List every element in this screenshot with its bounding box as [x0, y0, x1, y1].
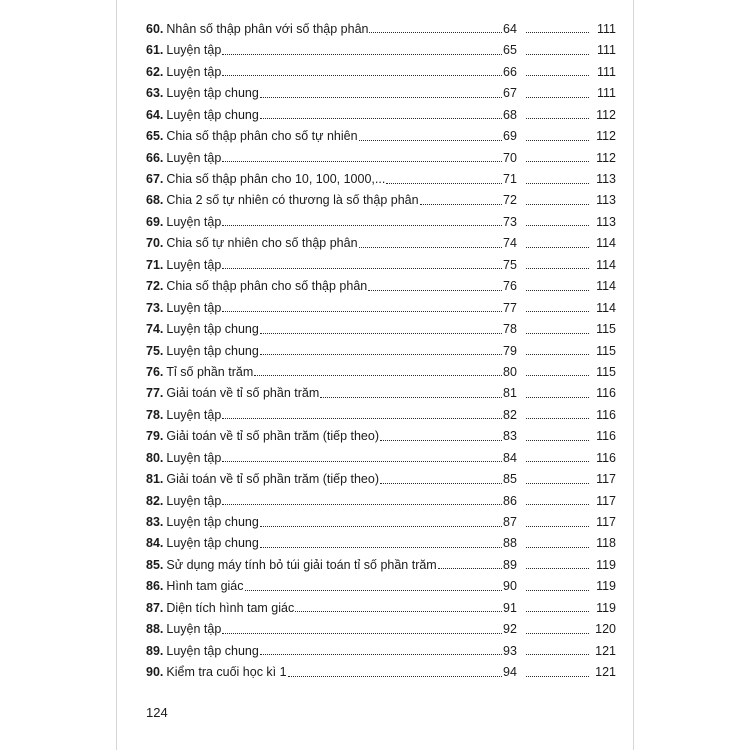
- toc-entry-number: 81.: [146, 472, 164, 487]
- toc-entry-number: 78.: [146, 407, 164, 422]
- toc-entry-page-exercise: 66: [503, 64, 517, 79]
- dot-leader: [526, 590, 589, 591]
- toc-entry-number: 60.: [146, 21, 164, 36]
- toc-entry-page-answer: 119: [596, 557, 616, 572]
- toc-entry-page-exercise: 79: [503, 343, 517, 358]
- toc-entry-number: 80.: [146, 450, 164, 465]
- dot-leader: [526, 547, 589, 548]
- toc-entry-page-answer: 114: [596, 257, 616, 272]
- dot-leader: [526, 461, 589, 462]
- toc-entry-page-answer: 114: [596, 300, 616, 315]
- toc-entry-page-exercise: 93: [503, 643, 517, 658]
- toc-entry-title: Hình tam giác: [166, 579, 244, 594]
- toc-entry-title: Luyện tập: [166, 257, 222, 272]
- toc-entry-title: Kiểm tra cuối học kì 1: [166, 665, 287, 680]
- toc-entry-page-answer: 119: [596, 600, 616, 615]
- dot-leader: [222, 225, 502, 226]
- dot-leader: [526, 225, 589, 226]
- toc-entry: [146, 464, 616, 485]
- toc-entry-page-answer: 112: [596, 129, 616, 144]
- toc-entry-title: Chia số thập phân cho số thập phân: [166, 279, 368, 294]
- toc-entry-page-answer: 112: [596, 150, 616, 165]
- dot-leader: [320, 397, 502, 398]
- toc-entry: [146, 421, 616, 442]
- dot-leader: [260, 526, 502, 527]
- toc-entry: [146, 614, 616, 635]
- toc-entry-page-answer: 111: [596, 64, 616, 79]
- toc-entry-number: 65.: [146, 129, 164, 144]
- dot-leader: [526, 140, 589, 141]
- toc-entry-number: 69.: [146, 214, 164, 229]
- dot-leader: [526, 32, 589, 33]
- toc-entry: [146, 228, 616, 249]
- toc-entry-number: 66.: [146, 150, 164, 165]
- dot-leader: [438, 568, 502, 569]
- toc-entry-page-answer: 114: [596, 236, 616, 251]
- toc-entry-number: 89.: [146, 643, 164, 658]
- dot-leader: [222, 633, 502, 634]
- toc-entry-page-exercise: 74: [503, 236, 517, 251]
- toc-entry-page-exercise: 70: [503, 150, 517, 165]
- dot-leader: [526, 247, 589, 248]
- toc-entry-number: 67.: [146, 172, 164, 186]
- dot-leader: [526, 268, 589, 269]
- toc-entry-title: Luyện tập: [166, 43, 222, 58]
- toc-entry-number: 62.: [146, 64, 164, 79]
- toc-entry-number: 74.: [146, 322, 164, 337]
- dot-leader: [380, 440, 502, 441]
- toc-entry-page-exercise: 65: [503, 43, 517, 58]
- dot-leader: [526, 204, 589, 205]
- toc-entry-page-exercise: 75: [503, 257, 517, 272]
- toc-entry-page-answer: 116: [596, 450, 616, 465]
- toc-entry: [146, 357, 616, 378]
- dot-leader: [260, 354, 502, 355]
- toc-entry-page-answer: 111: [596, 86, 616, 101]
- toc-entry-page-answer: 113: [596, 193, 616, 208]
- dot-leader: [526, 418, 589, 419]
- dot-leader: [526, 397, 589, 398]
- toc-entry-number: 86.: [146, 579, 164, 594]
- toc-entry-page-answer: 111: [596, 21, 616, 36]
- toc-entry-title: Luyện tập: [166, 214, 222, 229]
- toc-entry: [146, 507, 616, 528]
- toc-entry-title: Giải toán về tỉ số phần trăm: [166, 386, 320, 401]
- dot-leader: [222, 268, 502, 269]
- toc-entry-number: 72.: [146, 279, 164, 294]
- toc-entry-title: Luyện tập chung: [166, 536, 259, 551]
- toc-entry-page-exercise: 64: [503, 21, 517, 36]
- dot-leader: [526, 311, 589, 312]
- toc-entry-page-answer: 114: [596, 279, 616, 294]
- toc-entry: [146, 529, 616, 550]
- dot-leader: [526, 611, 589, 612]
- toc-entry-title: Chia số thập phân cho số tự nhiên: [166, 129, 358, 144]
- toc-entry-title: Luyện tập chung: [166, 107, 259, 122]
- toc-entry-title: Luyện tập chung: [166, 643, 259, 658]
- dot-leader: [420, 204, 502, 205]
- toc-entry-page-answer: 113: [596, 214, 616, 229]
- dot-leader: [526, 354, 589, 355]
- dot-leader: [526, 526, 589, 527]
- toc-entry: [146, 486, 616, 507]
- toc-entry-page-answer: 116: [596, 386, 616, 401]
- dot-leader: [260, 547, 502, 548]
- toc-entry-page-answer: 112: [596, 107, 616, 122]
- dot-leader: [368, 290, 502, 291]
- toc-entry-title: Chia 2 số tự nhiên có thương là số thập phân: [166, 193, 419, 208]
- toc-entry: [146, 164, 616, 185]
- toc-entry-page-answer: 117: [596, 472, 616, 487]
- toc-entry-number: 71.: [146, 257, 164, 272]
- toc-entry-title: Tỉ số phần trăm: [166, 364, 254, 379]
- toc-entry: [146, 207, 616, 228]
- toc-entry: [146, 314, 616, 335]
- toc-entry: [146, 14, 616, 35]
- toc-entry-number: 73.: [146, 300, 164, 315]
- toc-entry-title: Luyện tập: [166, 150, 222, 165]
- toc-entry-title: Luyện tập: [166, 300, 222, 315]
- dot-leader: [369, 32, 502, 33]
- dot-leader: [526, 118, 589, 119]
- dot-leader: [222, 418, 502, 419]
- toc-entry-number: 76.: [146, 364, 164, 379]
- toc-entry-page-answer: 121: [595, 643, 616, 658]
- toc-entry-page-exercise: 68: [503, 107, 517, 122]
- toc-entry-number: 77.: [146, 386, 164, 401]
- dot-leader: [526, 440, 589, 441]
- toc-entry-page-exercise: 71: [503, 172, 517, 186]
- toc-entry-title: Luyện tập chung: [166, 86, 259, 101]
- toc-entry-page-answer: 117: [596, 515, 616, 529]
- toc-entry-page-exercise: 92: [503, 622, 517, 637]
- toc-entry-page-exercise: 87: [503, 515, 517, 529]
- toc-entry-page-answer: 116: [596, 407, 616, 422]
- dot-leader: [222, 54, 502, 55]
- dot-leader: [380, 483, 502, 484]
- toc-entry: [146, 186, 616, 207]
- toc-entry: [146, 121, 616, 142]
- dot-leader: [526, 54, 589, 55]
- toc-entry-number: 85.: [146, 557, 164, 572]
- toc-entry-page-exercise: 91: [503, 600, 517, 615]
- toc-entry-title: Luyện tập: [166, 622, 222, 637]
- toc-entry-page-answer: 113: [596, 172, 616, 186]
- toc-entry: [146, 35, 616, 56]
- dot-leader: [288, 676, 502, 677]
- toc-entry-page-answer: 117: [596, 493, 616, 508]
- toc-entry-number: 64.: [146, 107, 164, 122]
- toc-entry-page-exercise: 72: [503, 193, 517, 208]
- dot-leader: [359, 247, 502, 248]
- toc-entry: [146, 443, 616, 464]
- toc-entry-page-exercise: 81: [503, 386, 517, 401]
- dot-leader: [359, 140, 502, 141]
- toc-entry-title: Luyện tập: [166, 407, 222, 422]
- toc-entry-page-answer: 118: [596, 536, 616, 551]
- dot-leader: [526, 654, 589, 655]
- dot-leader: [386, 183, 502, 184]
- toc-entry-page-answer: 115: [596, 343, 616, 358]
- toc-entry-page-exercise: 86: [503, 493, 517, 508]
- dot-leader: [526, 75, 589, 76]
- toc-entry-page-exercise: 90: [503, 579, 517, 594]
- toc-entry-title: Luyện tập: [166, 450, 222, 465]
- toc-entry: [146, 78, 616, 99]
- dot-leader: [526, 183, 589, 184]
- toc-entry: [146, 250, 616, 271]
- toc-entry-title: Nhân số thập phân với số thập phân: [166, 21, 369, 36]
- toc-entry-number: 84.: [146, 536, 164, 551]
- dot-leader: [526, 504, 589, 505]
- toc-entry-page-exercise: 78: [503, 322, 517, 337]
- page-number: 124: [146, 705, 168, 720]
- toc-entry-number: 88.: [146, 622, 164, 637]
- toc-entry-page-exercise: 84: [503, 450, 517, 465]
- toc-entry-page-exercise: 94: [503, 665, 517, 680]
- toc-entry-number: 82.: [146, 493, 164, 508]
- toc-entry-page-exercise: 77: [503, 300, 517, 315]
- toc-entry-page-exercise: 67: [503, 86, 517, 101]
- toc-entry: [146, 657, 616, 678]
- toc-entry-number: 87.: [146, 600, 164, 615]
- dot-leader: [222, 161, 502, 162]
- toc-entry-page-answer: 111: [596, 43, 616, 58]
- toc-entry-number: 70.: [146, 236, 164, 251]
- toc-entry: [146, 550, 616, 571]
- dot-leader: [222, 461, 502, 462]
- toc-entry-page-answer: 115: [596, 322, 616, 337]
- toc-entry-page-answer: 120: [595, 622, 616, 637]
- toc-entry: [146, 378, 616, 399]
- toc-entry-page-exercise: 69: [503, 129, 517, 144]
- toc-entry-page-exercise: 88: [503, 536, 517, 551]
- toc-entry-page-exercise: 83: [503, 429, 517, 444]
- toc-entry-title: Luyện tập chung: [166, 515, 259, 529]
- dot-leader: [526, 161, 589, 162]
- dot-leader: [526, 633, 589, 634]
- toc-entry: [146, 100, 616, 121]
- toc-entry-title: Luyện tập chung: [166, 322, 259, 337]
- toc-entry-title: Giải toán về tỉ số phần trăm (tiếp theo): [166, 472, 380, 487]
- dot-leader: [260, 654, 502, 655]
- dot-leader: [260, 97, 502, 98]
- toc-entry-number: 75.: [146, 343, 164, 358]
- toc-entry-title: Chia số thập phân cho 10, 100, 1000,...: [166, 172, 386, 186]
- dot-leader: [260, 118, 502, 119]
- dot-leader: [526, 568, 589, 569]
- toc-entry-page-answer: 121: [595, 665, 616, 680]
- toc-entry-page-exercise: 80: [503, 364, 517, 379]
- dot-leader: [222, 311, 502, 312]
- dot-leader: [526, 676, 589, 677]
- dot-leader: [526, 483, 589, 484]
- document-page: [117, 0, 633, 750]
- toc-entry: [146, 293, 616, 314]
- toc-entry-title: Diện tích hình tam giác: [166, 600, 295, 615]
- dot-leader: [295, 611, 502, 612]
- toc-entry-page-answer: 115: [596, 364, 616, 379]
- toc-entry: [146, 636, 616, 657]
- table-of-contents: [146, 14, 616, 679]
- toc-entry-page-exercise: 89: [503, 557, 517, 572]
- toc-entry-title: Luyện tập chung: [166, 343, 259, 358]
- toc-entry-page-exercise: 82: [503, 407, 517, 422]
- toc-entry-page-answer: 119: [596, 579, 616, 594]
- toc-entry-title: Chia số tự nhiên cho số thập phân: [166, 236, 358, 251]
- toc-entry-page-exercise: 85: [503, 472, 517, 487]
- dot-leader: [526, 97, 589, 98]
- toc-entry-title: Sử dụng máy tính bỏ túi giải toán tỉ số phần trăm: [166, 557, 437, 572]
- toc-entry-number: 90.: [146, 665, 164, 680]
- dot-leader: [526, 333, 589, 334]
- dot-leader: [254, 375, 502, 376]
- toc-entry-number: 68.: [146, 193, 164, 208]
- dot-leader: [222, 504, 502, 505]
- toc-entry-number: 79.: [146, 429, 164, 444]
- toc-entry: [146, 57, 616, 78]
- dot-leader: [260, 333, 502, 334]
- dot-leader: [526, 290, 589, 291]
- toc-entry-number: 61.: [146, 43, 164, 58]
- toc-entry-number: 83.: [146, 515, 164, 529]
- dot-leader: [526, 375, 589, 376]
- toc-entry-page-answer: 116: [596, 429, 616, 444]
- toc-entry: [146, 271, 616, 292]
- toc-entry-number: 63.: [146, 86, 164, 101]
- toc-entry: [146, 143, 616, 164]
- toc-entry-title: Giải toán về tỉ số phần trăm (tiếp theo): [166, 429, 380, 444]
- toc-entry-page-exercise: 73: [503, 214, 517, 229]
- toc-entry-title: Luyện tập: [166, 64, 222, 79]
- dot-leader: [245, 590, 502, 591]
- dot-leader: [222, 75, 502, 76]
- toc-entry: [146, 593, 616, 614]
- toc-entry: [146, 571, 616, 592]
- toc-entry-page-exercise: 76: [503, 279, 517, 294]
- toc-entry: [146, 336, 616, 357]
- toc-entry-title: Luyện tập: [166, 493, 222, 508]
- toc-entry: [146, 400, 616, 421]
